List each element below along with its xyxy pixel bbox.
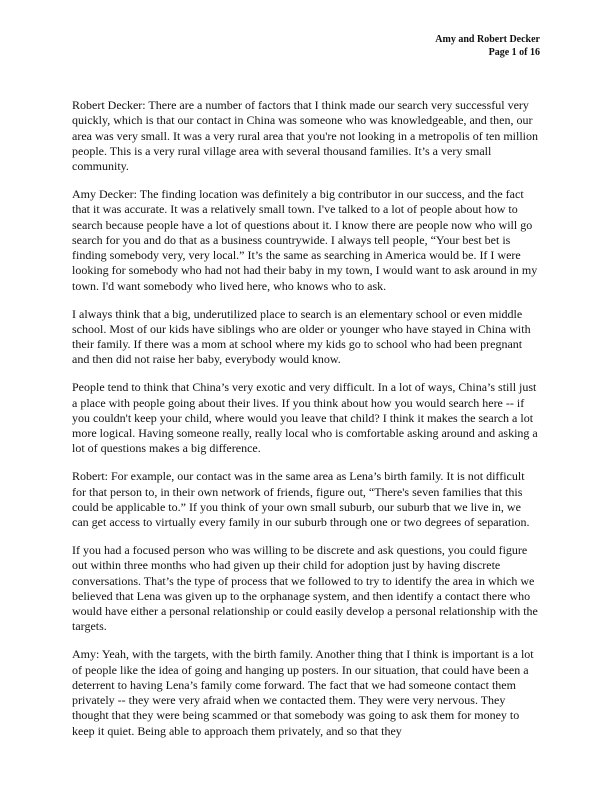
paragraph-robert-contact-example: Robert: For example, our contact was in the same area as Lena’s birth family. It is not difficult for that person to, in their own network of friends, figure out, “There's seven families that this could be applicable to.” If you think of your own small suburb, our suburb that we live in, we can get access to virtually every family in our suburb through one or two degrees of separation. — [72, 469, 530, 530]
paragraph-robert-search-factors: Robert Decker: There are a number of factors that I think made our search very successful very quickly, which is that our contact in China was someone who was knowledgeable, and then, our area was very small. It was a very rural area that you're not looking in a metropolis of ten million people. This is a very rural village area with several thousand families. It’s a very small community. — [72, 98, 539, 174]
paragraph-amy-finding-location: Amy Decker: The finding location was definitely a big contributor in our success, and the fact that it was accurate. It was a relatively small town. I've talked to a lot of people about how to search because people have a lot of questions about it. I know there are people now who will go search for you and do that as a business countrywide. I always tell people, “Your best bet is finding somebody very, very local.” It’s the same as searching in America would be. If I were looking for somebody who had not had their baby in my town, I would want to ask around in my town. I'd want somebody who lived here, who knows who to ask. — [72, 186, 538, 293]
paragraph-china-exotic: People tend to think that China’s very exotic and very difficult. In a lot of ways, China’s still just a place with people going about their lives. If you think about how you would search here -- if you couldn't keep your child, where would you leave that child? I think it makes the search a lot more logical. Having someone really, really local who is comfortable asking around and asking a lot of questions makes a big difference. — [72, 380, 538, 456]
paragraph-focused-person: If you had a focused person who was willing to be discrete and ask questions, you could figure out within three months who had given up their child for adoption just by having discrete conversations. That’s the type of process that we followed to try to identify the area in which we believed that Lena was given up to the orphanage system, and then identify a contact there who would have either a personal relationship or could easily develop a personal relationship with the targets. — [72, 542, 538, 634]
page-header — [435, 33, 540, 59]
paragraph-elementary-school: I always think that a big, underutilized place to search is an elementary school or even middle school. Most of our kids have siblings who are older or younger who have stayed in China with their family. If there was a mom at school where my kids go to school who had been pregnant and then did not raise her baby, everybody would know. — [72, 306, 531, 367]
paragraph-amy-posters: Amy: Yeah, with the targets, with the birth family. Another thing that I think is important is a lot of people like the idea of going and hanging up posters. In our situation, that could have been a deterrent to having Lena’s family come forward. The fact that we had someone contact them privately -- they were very afraid when we contacted them. They were very nervous. They thought that they were being scammed or that somebody was going to ask them for money to keep it quiet. Being able to approach them privately, and so that they — [72, 647, 534, 738]
header-names: Amy and Robert Decker — [435, 34, 540, 45]
transcript-body — [72, 98, 540, 751]
header-page-number: Page 1 of 16 — [488, 47, 540, 58]
